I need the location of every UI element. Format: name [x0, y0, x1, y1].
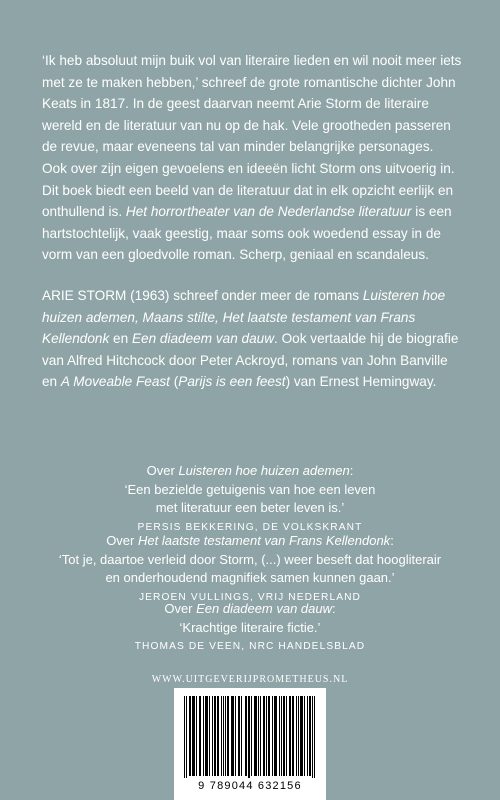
barcode-bar [302, 696, 303, 776]
over-label: Over [146, 463, 179, 478]
barcode-bar [276, 696, 277, 776]
barcode-bar [292, 696, 293, 776]
quote-text: met literatuur een beter leven is.’ [155, 500, 345, 515]
over-label: Over [106, 533, 138, 548]
barcode-bar [283, 696, 284, 776]
isbn-number: 9 789044 632156 [198, 780, 302, 792]
barcode-bar [298, 696, 299, 776]
barcode-bar [203, 696, 204, 776]
quote-text: en onderhoudend magnifiek samen kunnen gaan.’ [105, 570, 395, 585]
barcode-bar [301, 696, 302, 776]
book-title: Een diadeem van dauw [196, 601, 333, 616]
barcode-bar [293, 696, 294, 776]
barcode-bar [228, 696, 229, 776]
barcode-bar [245, 696, 246, 776]
text-run: ( [169, 374, 179, 390]
review-quote [40, 600, 460, 655]
italic-title: Een diadeem van dauw [131, 331, 275, 347]
barcode-bar [209, 696, 210, 776]
text-run: en [109, 331, 132, 347]
barcode-bar [199, 696, 200, 776]
barcode-bar [193, 696, 194, 776]
barcode-bar [300, 696, 301, 776]
back-cover-blurb [42, 50, 462, 393]
blurb-paragraph [42, 50, 462, 266]
quote-text: ‘Tot je, daartoe verleid door Storm, (...) weer beseft dat hoogliterair [58, 551, 442, 567]
barcode-bar [190, 696, 191, 776]
barcode-bar [239, 696, 240, 776]
barcode-bar [217, 696, 218, 776]
barcode-bar [249, 696, 250, 778]
barcode-bar [274, 696, 275, 776]
quote-source: THOMAS DE VEEN, NRC HANDELSBLAD [134, 641, 366, 652]
barcode-bar [296, 696, 297, 776]
colon: : [390, 533, 394, 548]
barcode-bar [269, 696, 270, 776]
barcode-bar [207, 696, 208, 776]
barcode-bar [214, 696, 215, 776]
barcode-bar [192, 696, 193, 776]
barcode-bar [233, 696, 234, 776]
quote-source: PERSIS BEKKERING, DE VOLKSKRANT [137, 521, 363, 533]
barcode-bar [281, 696, 282, 776]
italic-title: A Moveable Feast [60, 374, 170, 390]
barcode-bar [238, 696, 239, 776]
barcode-bar [231, 696, 232, 776]
barcode-bar [241, 696, 242, 776]
barcode-bar [255, 696, 256, 776]
review-quote [40, 462, 460, 536]
barcode-bars [184, 696, 316, 778]
quote-text: ‘Krachtige literaire fictie.’ [179, 619, 321, 635]
barcode-bar [275, 696, 276, 776]
text-run: . Ook vertaalde hij de biografie van Alfred Hitchcock door Peter Ackroyd, romans van John Banville en [42, 331, 459, 390]
barcode-bar [206, 696, 207, 776]
quote-heading [40, 600, 460, 619]
colon: : [332, 601, 336, 616]
barcode-bar [286, 696, 287, 776]
barcode-bar [235, 696, 236, 776]
barcode-bar [225, 696, 226, 776]
barcode-bar [232, 696, 233, 776]
barcode-bar [194, 696, 195, 776]
quote-heading [40, 532, 460, 551]
barcode-bar [184, 696, 185, 778]
barcode-bar [264, 696, 265, 776]
quote-text: ‘Een bezielde getuigenis van hoe een leven [124, 481, 376, 497]
barcode-bar [266, 696, 267, 776]
barcode-bar [251, 696, 252, 776]
author-bio [42, 285, 462, 393]
barcode-bar [186, 696, 187, 778]
italic-title: Parijs is een feest [178, 374, 286, 390]
barcode-bar [218, 696, 219, 776]
barcode-bar [268, 696, 269, 776]
book-title: Luisteren hoe huizen ademen [178, 463, 350, 478]
barcode-bar [312, 696, 313, 778]
quote-heading [40, 462, 460, 481]
barcode-bar [227, 696, 228, 776]
barcode-bar [221, 696, 222, 776]
barcode-bar [248, 696, 249, 778]
quote-source: JEROEN VULLINGS, VRIJ NEDERLAND [138, 591, 362, 603]
text-run: ARIE STORM (1963) schreef onder meer de romans [42, 287, 363, 303]
publisher-url: WWW.UITGEVERIJPROMETHEUS.NL [151, 674, 349, 685]
barcode-bar [205, 696, 206, 776]
barcode-bar [314, 696, 315, 778]
text-run: is een hartstochtelijk, vaak geestig, maar soms ook woedend essay in de vorm van een gloedvolle roman. Scherp, geniaal en scandaleus. [42, 204, 452, 263]
barcode-bar [309, 696, 310, 776]
barcode-bar [200, 696, 201, 776]
barcode-bar [279, 696, 280, 776]
italic-title: Het horrortheater van de Nederlandse literatuur [125, 204, 412, 220]
barcode-bar [246, 696, 247, 776]
text-run: ) van Ernest Hemingway. [285, 374, 437, 390]
text-run: ‘Ik heb absoluut mijn buik vol van literaire lieden en wil nooit meer iets met ze te maken hebben,’ schreef de grote romantische dichter John Keats in 1817. In de geest daarvan neemt Arie Storm de literaire wereld en de literatuur van nu op de hak. Vele grootheden passeren de revue, maar eveneens tal van minder belangrijke personages. Ook over zijn eigen gevoelens en ideeën licht Storm ons uitvoerig in. Dit boek biedt een beeld van de literatuur dat in elk opzicht eerlijk en onthullend is. [42, 53, 462, 220]
italic-title: Luisteren hoe huizen ademen, Maans stilte, Het laatste testament van Frans Kellendonk [42, 287, 446, 347]
barcode-bar [290, 696, 291, 776]
barcode-bar [254, 696, 255, 776]
barcode-bar [310, 696, 311, 776]
barcode-bar [263, 696, 264, 776]
barcode-bar [272, 696, 273, 776]
barcode-bar [256, 696, 257, 776]
barcode-bar [284, 696, 285, 776]
book-title: Het laatste testament van Frans Kellendonk [137, 533, 391, 548]
colon: : [349, 463, 354, 478]
barcode-bar [289, 696, 290, 776]
barcode-bar [304, 696, 305, 776]
barcode-bar [223, 696, 224, 776]
barcode-bar [189, 696, 190, 776]
barcode-bar [215, 696, 216, 776]
barcode-bar [307, 696, 308, 776]
barcode-bar [212, 696, 213, 776]
barcode-bar [196, 696, 197, 776]
barcode [174, 688, 326, 800]
review-quote [40, 532, 460, 606]
over-label: Over [164, 601, 197, 616]
barcode-bar [258, 696, 259, 776]
barcode-bar [260, 696, 261, 776]
